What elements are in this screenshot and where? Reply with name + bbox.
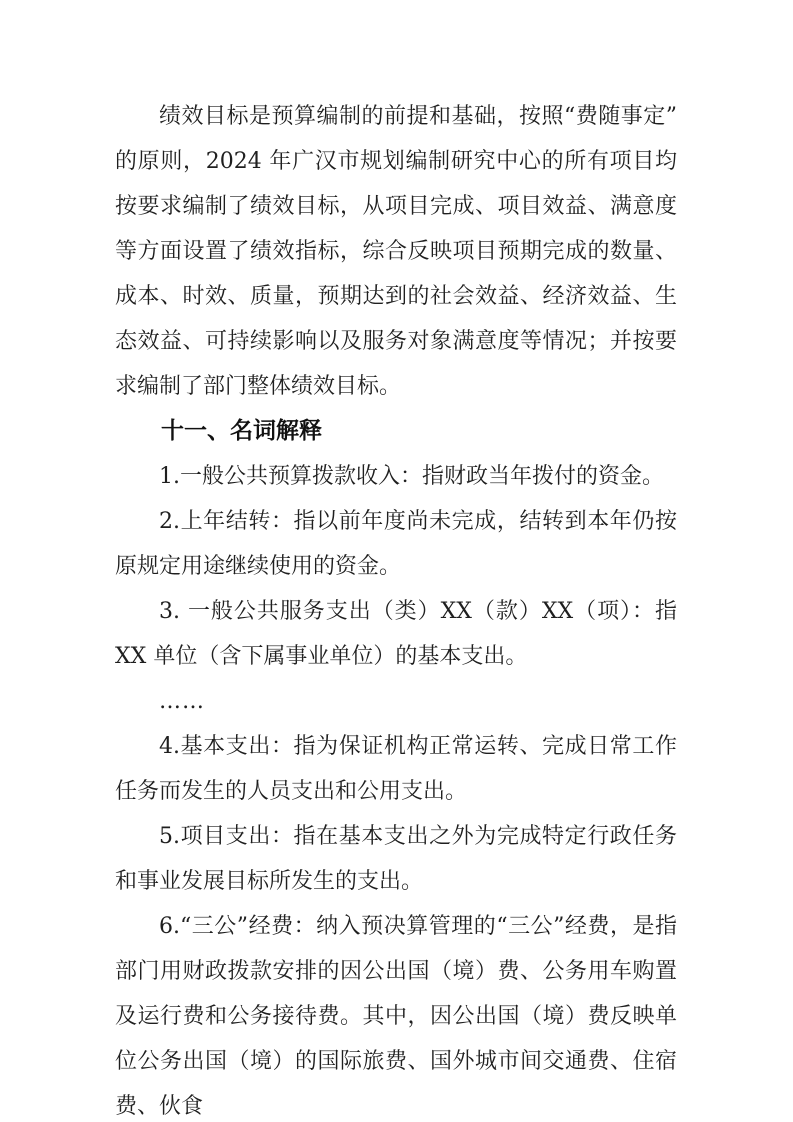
section-heading: 十一、名词解释 (161, 418, 322, 444)
glossary-item-3: 3. 一般公共服务支出（类）XX（款）XX（项）：指 XX 单位（含下属事业单位）的基本支出。 (115, 599, 677, 669)
glossary-item-2: 2.上年结转：指以前年度尚未完成，结转到本年仍按原规定用途继续使用的资金。 (115, 509, 677, 579)
ellipsis-line: …… (159, 689, 205, 714)
document-body (115, 94, 677, 1122)
glossary-item-5: 5.项目支出：指在基本支出之外为完成特定行政任务和事业发展目标所发生的支出。 (115, 824, 677, 894)
glossary-item-1: 1.一般公共预算拨款收入：指财政当年拨付的资金。 (159, 464, 664, 489)
glossary-item-6: 6.“三公”经费：纳入预决算管理的“三公”经费，是指部门用财政拨款安排的因公出国（境）费、公务用车购置及运行费和公务接待费。其中，因公出国（境）费反映单位公务出国（境）的国际旅费、国外城市间交通费、住宿费、伙食 (115, 914, 677, 1119)
intro-paragraph: 绩效目标是预算编制的前提和基础，按照“费随事定”的原则，2024 年广汉市规划编制研究中心的所有项目均按要求编制了绩效目标，从项目完成、项目效益、满意度等方面设置了绩效指标，综合反映项目预期完成的数量、成本、时效、质量，预期达到的社会效益、经济效益、生态效益、可持续影响以及服务对象满意度等情况；并按要求编制了部门整体绩效目标。 (115, 104, 677, 399)
glossary-item-4: 4.基本支出：指为保证机构正常运转、完成日常工作任务而发生的人员支出和公用支出。 (115, 734, 677, 804)
